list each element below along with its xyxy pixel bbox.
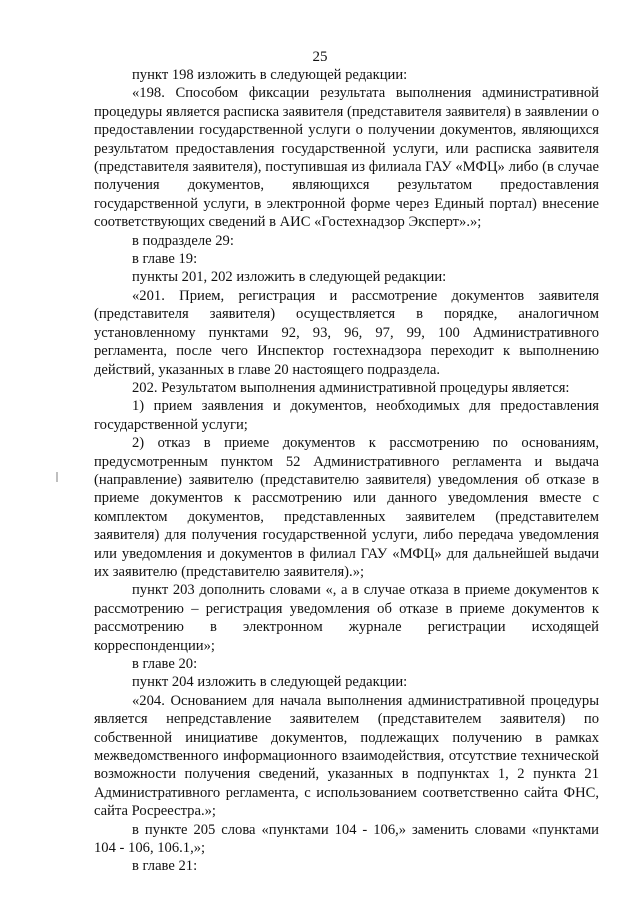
paragraph-chapter-19: в главе 19:: [132, 251, 198, 268]
paragraph-item-202-text: 202. Результатом выполнения административной процедуры является:: [132, 379, 570, 396]
paragraph-item-204-text: «204. Основанием для начала выполнения административной процедуры является непредставление заявителем (представителем заявителя) по собственной инициативе документов, подлежащих получению в рамках межведомственного информационного взаимодействия, отсутствие технической возможности получения сведений, указанных в подпунктах 1, 2 пункта 21 Административного регламента, с использованием соответственно сайта ФНС, сайта Росреестра.»;: [94, 692, 599, 820]
paragraph-item-203-addition: пункт 203 дополнить словами «, а в случае отказа в приеме документов к рассмотрению – регистрация уведомления об отказе в приеме документов к рассмотрению в электронном журнале регистрации исходящей корреспонденции»;: [94, 582, 599, 654]
page-number: 25: [312, 49, 328, 65]
paragraph-item-198-intro: пункт 198 изложить в следующей редакции:: [132, 67, 408, 83]
paragraph-item-204-intro: пункт 204 изложить в следующей редакции:: [132, 674, 408, 691]
paragraph-item-202-sub-1: 1) прием заявления и документов, необходимых для предоставления государственной услуги;: [94, 398, 599, 433]
paragraph-item-201-text: «201. Прием, регистрация и рассмотрение документов заявителя (представителя заявителя) осуществляется в порядке, аналогичном установленному пунктами 92, 93, 96, 97, 99, 100 Административного регламента, после чего Инспектор гостехнадзора переходит к выполнению действий, указанных в главе 20 настоящего подраздела.: [94, 287, 599, 378]
document-body: [94, 66, 599, 876]
paragraph-chapter-21: в главе 21:: [132, 858, 198, 875]
paragraph-subsection-29: в подразделе 29:: [132, 232, 234, 249]
paragraph-chapter-20: в главе 20:: [132, 656, 198, 672]
paragraph-item-198-text: «198. Способом фиксации результата выполнения административной процедуры является расписка заявителя (представителя заявителя) в заявлении о предоставлении государственной услуги о получении документов, являющихся результатом предоставления государственной услуги, или расписка заявителя (представителя заявителя), поступившая из филиала ГАУ «МФЦ» либо (в случае получения документов, являющихся результатом предоставления государственной услуги, в электронной форме через Единый портал) внесение соответствующих сведений в АИС «Гостехнадзор Эксперт».»;: [94, 85, 599, 231]
paragraph-item-202-sub-2: 2) отказ в приеме документов к рассмотрению по основаниям, предусмотренным пунктом 52 Административного регламента и выдача (направление) заявителю (представителю заявителя) уведомления об отказе в приеме документов к рассмотрению или данного уведомления вместе с комплектом документов, представленных заявителем (представителем заявителя) для получения государственной услуги, либо передача уведомления или уведомления и документов в филиал ГАУ «МФЦ» для дальнейшей выдачи их заявителю (представителю заявителя).»;: [94, 435, 599, 580]
paragraph-item-205-change: в пункте 205 слова «пунктами 104 - 106,» заменить словами «пунктами 104 - 106, 106.1,»;: [94, 821, 599, 857]
scan-mark: [56, 472, 58, 482]
paragraph-items-201-202-intro: пункты 201, 202 изложить в следующей редакции:: [132, 269, 447, 286]
